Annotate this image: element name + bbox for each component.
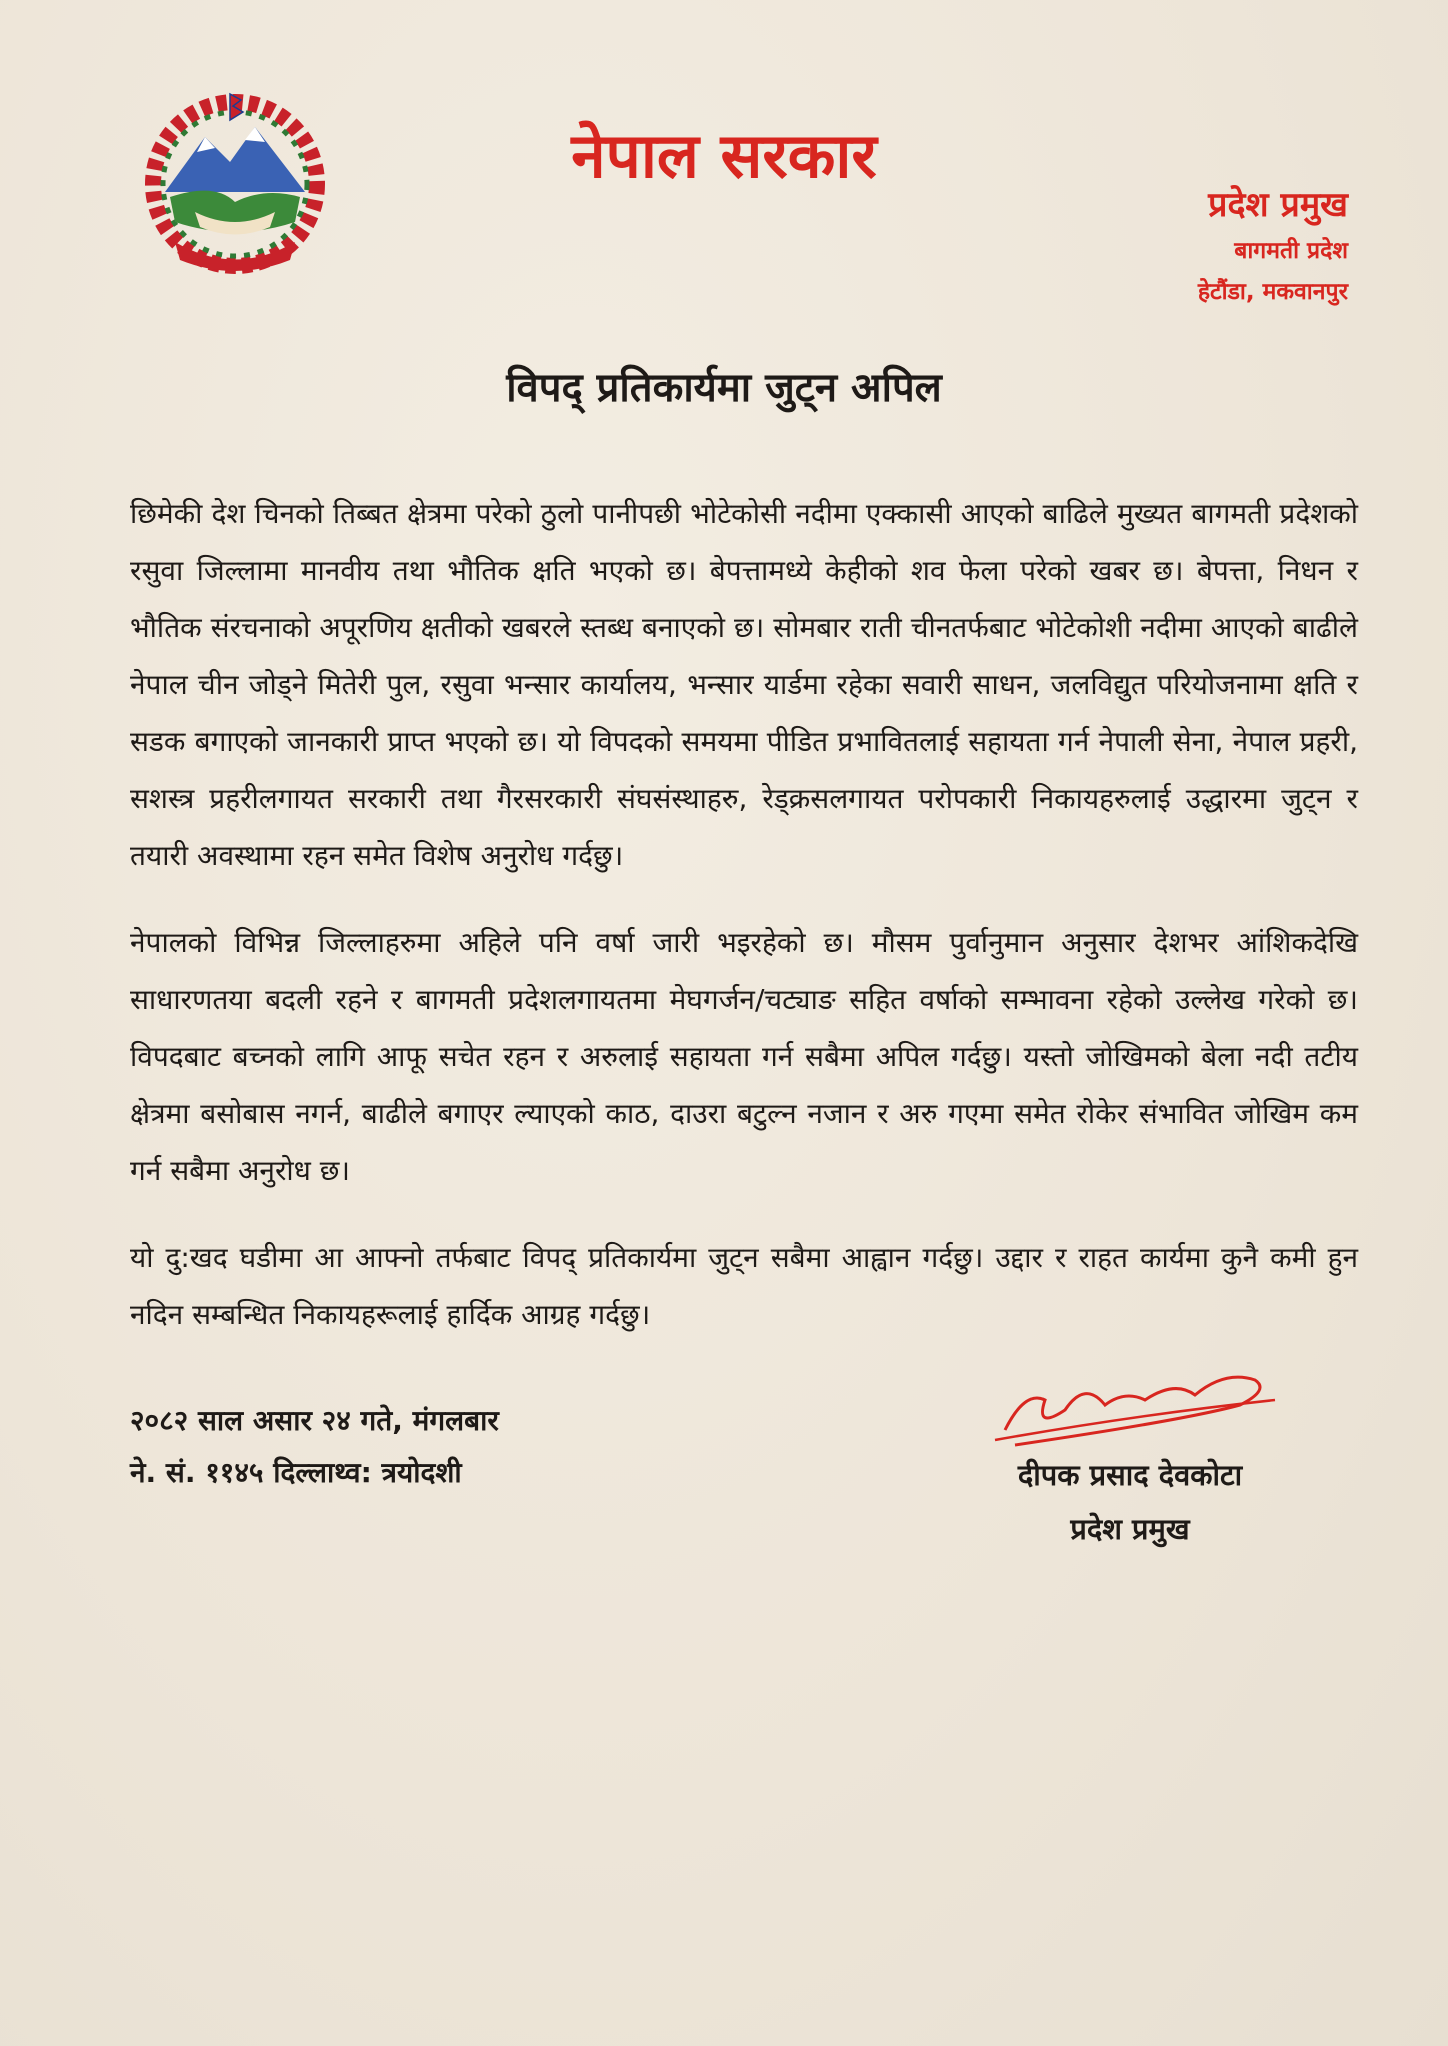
signer-name: दीपक प्रसाद देवकोटा xyxy=(1017,1458,1243,1492)
date-nepal-sambat: ने. सं. ११४५ दिल्लाथ्व: त्रयोदशी xyxy=(130,1456,462,1489)
letter-heading: विपद् प्रतिकार्यमा जुट्न अपिल xyxy=(506,365,942,411)
signature xyxy=(985,1360,1285,1450)
office-location: हेटौंडा, मकवानपुर xyxy=(1197,279,1348,305)
paragraph-2: नेपालको विभिन्न जिल्लाहरुमा अहिले पनि वर्षा जारी भइरहेको छ। मौसम पुर्वानुमान अनुसार देशभर आंशिकदेखि साधारणतया बदली रहने र बागमती प्रदेशलगायतमा मेघगर्जन/चट्याङ सहित वर्षाको सम्भावना रहेको उल्लेख गरेको छ। विपदबाट बच्नको लागि आफू सचेत रहन र अरुलाई सहायता गर्न सबैमा अपिल गर्दछु। यस्तो जोखिमको बेला नदी तटीय क्षेत्रमा बसोबास नगर्न, बाढीले बगाएर ल्याएको काठ, दाउरा बटुल्न नजान र अरु गएमा समेत रोकेर संभावित जोखिम कम गर्न सबैमा अनुरोध छ। xyxy=(130,926,1358,1187)
date-block xyxy=(130,1395,499,1499)
government-title: नेपाल सरकार xyxy=(571,119,877,192)
office-block xyxy=(1198,180,1348,312)
signer-title: प्रदेश प्रमुख xyxy=(1070,1512,1190,1546)
office-title: प्रदेश प्रमुख xyxy=(1208,185,1348,225)
signer-block xyxy=(960,1448,1300,1556)
province-name: बागमती प्रदेश xyxy=(1234,238,1348,264)
letter-body xyxy=(130,485,1358,1373)
paragraph-1: छिमेकी देश चिनको तिब्बत क्षेत्रमा परेको ठुलो पानीपछी भोटेकोसी नदीमा एक्कासी आएको बाढिले मुख्यत बागमती प्रदेशको रसुवा जिल्लामा मानवीय तथा भौतिक क्षति भएको छ। बेपत्तामध्ये केहीको शव फेला परेको खबर छ। बेपत्ता, निधन र भौतिक संरचनाको अपूरणिय क्षतीको खबरले स्तब्ध बनाएको छ। सोमबार राती चीनतर्फबाट भोटेकोशी नदीमा आएको बाढीले नेपाल चीन जोड्ने मितेरी पुल, रसुवा भन्सार कार्यालय, भन्सार यार्डमा रहेका सवारी साधन, जलविद्युत परियोजनामा क्षति र सडक बगाएको जानकारी प्राप्त भएको छ। यो विपदको समयमा पीडित प्रभावितलाई सहायता गर्न नेपाली सेना, नेपाल प्रहरी, सशस्त्र प्रहरीलगायत सरकारी तथा गैरसरकारी संघसंस्थाहरु, रेड्क्रसलगायत परोपकारी निकायहरुलाई उद्धारमा जुट्न र तयारी अवस्थामा रहन समेत विशेष अनुरोध गर्दछु। xyxy=(130,497,1358,872)
paragraph-3: यो दु:खद घडीमा आ आफ्नो तर्फबाट विपद् प्रतिकार्यमा जुट्न सबैमा आह्वान गर्दछु। उद्दार र राहत कार्यमा कुनै कमी हुन नदिन सम्बन्धित निकायहरूलाई हार्दिक आग्रह गर्दछु। xyxy=(130,1241,1358,1331)
date-bs: २०८२ साल असार २४ गते, मंगलबार xyxy=(130,1404,499,1437)
